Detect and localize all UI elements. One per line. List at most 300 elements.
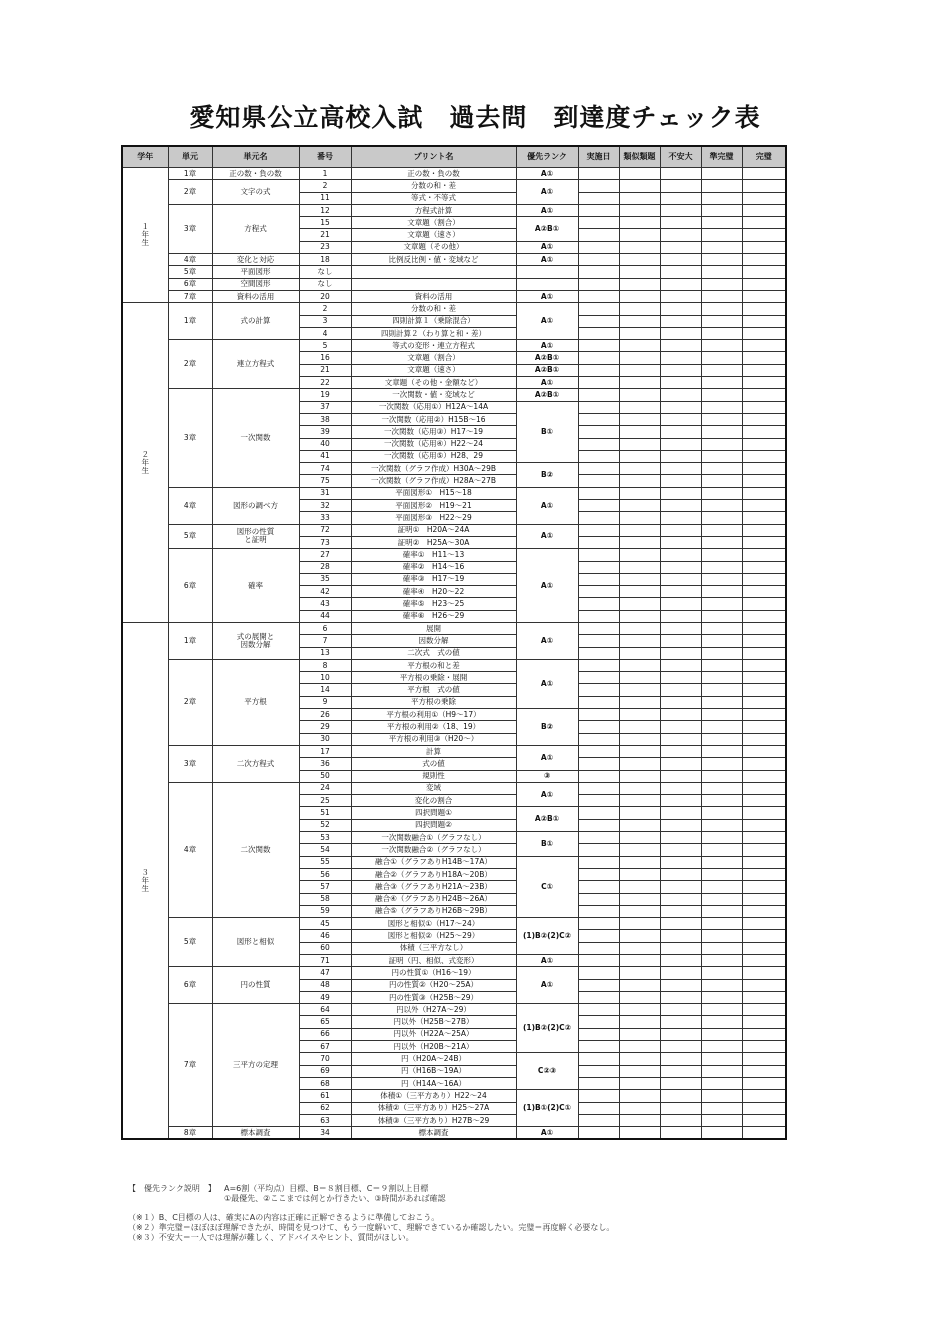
anxious-cell[interactable] — [660, 389, 701, 401]
date-cell[interactable] — [578, 979, 619, 991]
perfect-cell[interactable] — [742, 401, 786, 413]
date-cell[interactable] — [578, 635, 619, 647]
perfect-cell[interactable] — [742, 856, 786, 868]
anxious-cell[interactable] — [660, 709, 701, 721]
perfect-cell[interactable] — [742, 942, 786, 954]
similar-cell[interactable] — [619, 475, 660, 487]
similar-cell[interactable] — [619, 696, 660, 708]
similar-cell[interactable] — [619, 204, 660, 216]
similar-cell[interactable] — [619, 254, 660, 266]
near-perfect-cell[interactable] — [701, 487, 742, 499]
anxious-cell[interactable] — [660, 315, 701, 327]
similar-cell[interactable] — [619, 180, 660, 192]
date-cell[interactable] — [578, 204, 619, 216]
similar-cell[interactable] — [619, 745, 660, 757]
similar-cell[interactable] — [619, 241, 660, 253]
near-perfect-cell[interactable] — [701, 401, 742, 413]
date-cell[interactable] — [578, 696, 619, 708]
similar-cell[interactable] — [619, 881, 660, 893]
similar-cell[interactable] — [619, 1114, 660, 1126]
date-cell[interactable] — [578, 389, 619, 401]
perfect-cell[interactable] — [742, 758, 786, 770]
anxious-cell[interactable] — [660, 647, 701, 659]
near-perfect-cell[interactable] — [701, 278, 742, 290]
perfect-cell[interactable] — [742, 352, 786, 364]
perfect-cell[interactable] — [742, 290, 786, 302]
near-perfect-cell[interactable] — [701, 536, 742, 548]
date-cell[interactable] — [578, 930, 619, 942]
perfect-cell[interactable] — [742, 991, 786, 1003]
near-perfect-cell[interactable] — [701, 918, 742, 930]
anxious-cell[interactable] — [660, 463, 701, 475]
perfect-cell[interactable] — [742, 586, 786, 598]
anxious-cell[interactable] — [660, 512, 701, 524]
date-cell[interactable] — [578, 413, 619, 425]
perfect-cell[interactable] — [742, 217, 786, 229]
similar-cell[interactable] — [619, 844, 660, 856]
similar-cell[interactable] — [619, 1004, 660, 1016]
near-perfect-cell[interactable] — [701, 586, 742, 598]
near-perfect-cell[interactable] — [701, 450, 742, 462]
perfect-cell[interactable] — [742, 536, 786, 548]
anxious-cell[interactable] — [660, 586, 701, 598]
near-perfect-cell[interactable] — [701, 1016, 742, 1028]
anxious-cell[interactable] — [660, 1077, 701, 1089]
near-perfect-cell[interactable] — [701, 192, 742, 204]
similar-cell[interactable] — [619, 1102, 660, 1114]
anxious-cell[interactable] — [660, 856, 701, 868]
anxious-cell[interactable] — [660, 413, 701, 425]
similar-cell[interactable] — [619, 930, 660, 942]
date-cell[interactable] — [578, 967, 619, 979]
perfect-cell[interactable] — [742, 303, 786, 315]
anxious-cell[interactable] — [660, 795, 701, 807]
date-cell[interactable] — [578, 327, 619, 339]
anxious-cell[interactable] — [660, 340, 701, 352]
similar-cell[interactable] — [619, 168, 660, 180]
near-perfect-cell[interactable] — [701, 254, 742, 266]
date-cell[interactable] — [578, 684, 619, 696]
anxious-cell[interactable] — [660, 192, 701, 204]
similar-cell[interactable] — [619, 967, 660, 979]
near-perfect-cell[interactable] — [701, 241, 742, 253]
near-perfect-cell[interactable] — [701, 1090, 742, 1102]
anxious-cell[interactable] — [660, 487, 701, 499]
date-cell[interactable] — [578, 844, 619, 856]
anxious-cell[interactable] — [660, 955, 701, 967]
similar-cell[interactable] — [619, 868, 660, 880]
perfect-cell[interactable] — [742, 180, 786, 192]
anxious-cell[interactable] — [660, 377, 701, 389]
similar-cell[interactable] — [619, 1077, 660, 1089]
perfect-cell[interactable] — [742, 967, 786, 979]
near-perfect-cell[interactable] — [701, 290, 742, 302]
date-cell[interactable] — [578, 1028, 619, 1040]
perfect-cell[interactable] — [742, 770, 786, 782]
near-perfect-cell[interactable] — [701, 647, 742, 659]
anxious-cell[interactable] — [660, 979, 701, 991]
near-perfect-cell[interactable] — [701, 168, 742, 180]
similar-cell[interactable] — [619, 500, 660, 512]
perfect-cell[interactable] — [742, 832, 786, 844]
anxious-cell[interactable] — [660, 450, 701, 462]
date-cell[interactable] — [578, 832, 619, 844]
perfect-cell[interactable] — [742, 1004, 786, 1016]
date-cell[interactable] — [578, 868, 619, 880]
near-perfect-cell[interactable] — [701, 807, 742, 819]
similar-cell[interactable] — [619, 426, 660, 438]
similar-cell[interactable] — [619, 1028, 660, 1040]
perfect-cell[interactable] — [742, 389, 786, 401]
anxious-cell[interactable] — [660, 401, 701, 413]
near-perfect-cell[interactable] — [701, 819, 742, 831]
similar-cell[interactable] — [619, 389, 660, 401]
date-cell[interactable] — [578, 266, 619, 278]
similar-cell[interactable] — [619, 1065, 660, 1077]
near-perfect-cell[interactable] — [701, 1041, 742, 1053]
perfect-cell[interactable] — [742, 377, 786, 389]
perfect-cell[interactable] — [742, 561, 786, 573]
perfect-cell[interactable] — [742, 930, 786, 942]
date-cell[interactable] — [578, 795, 619, 807]
near-perfect-cell[interactable] — [701, 549, 742, 561]
date-cell[interactable] — [578, 782, 619, 794]
anxious-cell[interactable] — [660, 266, 701, 278]
perfect-cell[interactable] — [742, 635, 786, 647]
perfect-cell[interactable] — [742, 229, 786, 241]
similar-cell[interactable] — [619, 758, 660, 770]
date-cell[interactable] — [578, 955, 619, 967]
perfect-cell[interactable] — [742, 807, 786, 819]
perfect-cell[interactable] — [742, 426, 786, 438]
date-cell[interactable] — [578, 1102, 619, 1114]
date-cell[interactable] — [578, 659, 619, 671]
perfect-cell[interactable] — [742, 241, 786, 253]
anxious-cell[interactable] — [660, 610, 701, 622]
near-perfect-cell[interactable] — [701, 893, 742, 905]
similar-cell[interactable] — [619, 315, 660, 327]
near-perfect-cell[interactable] — [701, 844, 742, 856]
anxious-cell[interactable] — [660, 1053, 701, 1065]
similar-cell[interactable] — [619, 401, 660, 413]
anxious-cell[interactable] — [660, 1041, 701, 1053]
near-perfect-cell[interactable] — [701, 905, 742, 917]
perfect-cell[interactable] — [742, 192, 786, 204]
perfect-cell[interactable] — [742, 1065, 786, 1077]
anxious-cell[interactable] — [660, 967, 701, 979]
similar-cell[interactable] — [619, 721, 660, 733]
near-perfect-cell[interactable] — [701, 475, 742, 487]
similar-cell[interactable] — [619, 659, 660, 671]
similar-cell[interactable] — [619, 413, 660, 425]
anxious-cell[interactable] — [660, 426, 701, 438]
perfect-cell[interactable] — [742, 844, 786, 856]
perfect-cell[interactable] — [742, 672, 786, 684]
anxious-cell[interactable] — [660, 733, 701, 745]
perfect-cell[interactable] — [742, 659, 786, 671]
anxious-cell[interactable] — [660, 758, 701, 770]
anxious-cell[interactable] — [660, 868, 701, 880]
near-perfect-cell[interactable] — [701, 881, 742, 893]
date-cell[interactable] — [578, 512, 619, 524]
perfect-cell[interactable] — [742, 254, 786, 266]
near-perfect-cell[interactable] — [701, 463, 742, 475]
anxious-cell[interactable] — [660, 696, 701, 708]
date-cell[interactable] — [578, 856, 619, 868]
near-perfect-cell[interactable] — [701, 991, 742, 1003]
near-perfect-cell[interactable] — [701, 561, 742, 573]
date-cell[interactable] — [578, 942, 619, 954]
near-perfect-cell[interactable] — [701, 266, 742, 278]
anxious-cell[interactable] — [660, 1065, 701, 1077]
anxious-cell[interactable] — [660, 635, 701, 647]
perfect-cell[interactable] — [742, 1102, 786, 1114]
anxious-cell[interactable] — [660, 844, 701, 856]
anxious-cell[interactable] — [660, 549, 701, 561]
perfect-cell[interactable] — [742, 709, 786, 721]
similar-cell[interactable] — [619, 856, 660, 868]
similar-cell[interactable] — [619, 450, 660, 462]
date-cell[interactable] — [578, 229, 619, 241]
anxious-cell[interactable] — [660, 229, 701, 241]
similar-cell[interactable] — [619, 733, 660, 745]
date-cell[interactable] — [578, 918, 619, 930]
near-perfect-cell[interactable] — [701, 352, 742, 364]
date-cell[interactable] — [578, 192, 619, 204]
date-cell[interactable] — [578, 315, 619, 327]
anxious-cell[interactable] — [660, 290, 701, 302]
similar-cell[interactable] — [619, 610, 660, 622]
anxious-cell[interactable] — [660, 352, 701, 364]
date-cell[interactable] — [578, 536, 619, 548]
perfect-cell[interactable] — [742, 512, 786, 524]
perfect-cell[interactable] — [742, 364, 786, 376]
similar-cell[interactable] — [619, 377, 660, 389]
anxious-cell[interactable] — [660, 524, 701, 536]
near-perfect-cell[interactable] — [701, 1102, 742, 1114]
date-cell[interactable] — [578, 1065, 619, 1077]
similar-cell[interactable] — [619, 1053, 660, 1065]
perfect-cell[interactable] — [742, 1041, 786, 1053]
similar-cell[interactable] — [619, 622, 660, 634]
anxious-cell[interactable] — [660, 217, 701, 229]
perfect-cell[interactable] — [742, 955, 786, 967]
near-perfect-cell[interactable] — [701, 413, 742, 425]
similar-cell[interactable] — [619, 192, 660, 204]
date-cell[interactable] — [578, 573, 619, 585]
near-perfect-cell[interactable] — [701, 1127, 742, 1140]
similar-cell[interactable] — [619, 832, 660, 844]
perfect-cell[interactable] — [742, 721, 786, 733]
near-perfect-cell[interactable] — [701, 610, 742, 622]
similar-cell[interactable] — [619, 635, 660, 647]
anxious-cell[interactable] — [660, 180, 701, 192]
perfect-cell[interactable] — [742, 278, 786, 290]
perfect-cell[interactable] — [742, 1114, 786, 1126]
similar-cell[interactable] — [619, 266, 660, 278]
perfect-cell[interactable] — [742, 610, 786, 622]
date-cell[interactable] — [578, 426, 619, 438]
similar-cell[interactable] — [619, 942, 660, 954]
similar-cell[interactable] — [619, 290, 660, 302]
near-perfect-cell[interactable] — [701, 795, 742, 807]
perfect-cell[interactable] — [742, 881, 786, 893]
near-perfect-cell[interactable] — [701, 512, 742, 524]
date-cell[interactable] — [578, 340, 619, 352]
near-perfect-cell[interactable] — [701, 659, 742, 671]
similar-cell[interactable] — [619, 549, 660, 561]
date-cell[interactable] — [578, 881, 619, 893]
near-perfect-cell[interactable] — [701, 979, 742, 991]
anxious-cell[interactable] — [660, 327, 701, 339]
similar-cell[interactable] — [619, 955, 660, 967]
similar-cell[interactable] — [619, 807, 660, 819]
similar-cell[interactable] — [619, 1041, 660, 1053]
near-perfect-cell[interactable] — [701, 204, 742, 216]
anxious-cell[interactable] — [660, 770, 701, 782]
anxious-cell[interactable] — [660, 241, 701, 253]
similar-cell[interactable] — [619, 352, 660, 364]
similar-cell[interactable] — [619, 819, 660, 831]
anxious-cell[interactable] — [660, 1004, 701, 1016]
near-perfect-cell[interactable] — [701, 389, 742, 401]
similar-cell[interactable] — [619, 573, 660, 585]
perfect-cell[interactable] — [742, 1016, 786, 1028]
near-perfect-cell[interactable] — [701, 1114, 742, 1126]
anxious-cell[interactable] — [660, 364, 701, 376]
date-cell[interactable] — [578, 721, 619, 733]
perfect-cell[interactable] — [742, 524, 786, 536]
date-cell[interactable] — [578, 549, 619, 561]
anxious-cell[interactable] — [660, 881, 701, 893]
similar-cell[interactable] — [619, 782, 660, 794]
date-cell[interactable] — [578, 561, 619, 573]
anxious-cell[interactable] — [660, 659, 701, 671]
date-cell[interactable] — [578, 1053, 619, 1065]
perfect-cell[interactable] — [742, 622, 786, 634]
perfect-cell[interactable] — [742, 500, 786, 512]
date-cell[interactable] — [578, 598, 619, 610]
date-cell[interactable] — [578, 745, 619, 757]
date-cell[interactable] — [578, 991, 619, 1003]
similar-cell[interactable] — [619, 438, 660, 450]
date-cell[interactable] — [578, 1077, 619, 1089]
perfect-cell[interactable] — [742, 745, 786, 757]
perfect-cell[interactable] — [742, 549, 786, 561]
date-cell[interactable] — [578, 377, 619, 389]
anxious-cell[interactable] — [660, 745, 701, 757]
anxious-cell[interactable] — [660, 536, 701, 548]
date-cell[interactable] — [578, 364, 619, 376]
perfect-cell[interactable] — [742, 1127, 786, 1140]
near-perfect-cell[interactable] — [701, 1028, 742, 1040]
similar-cell[interactable] — [619, 586, 660, 598]
date-cell[interactable] — [578, 672, 619, 684]
perfect-cell[interactable] — [742, 733, 786, 745]
perfect-cell[interactable] — [742, 696, 786, 708]
date-cell[interactable] — [578, 709, 619, 721]
similar-cell[interactable] — [619, 1016, 660, 1028]
similar-cell[interactable] — [619, 561, 660, 573]
near-perfect-cell[interactable] — [701, 770, 742, 782]
anxious-cell[interactable] — [660, 303, 701, 315]
perfect-cell[interactable] — [742, 266, 786, 278]
date-cell[interactable] — [578, 487, 619, 499]
date-cell[interactable] — [578, 807, 619, 819]
perfect-cell[interactable] — [742, 168, 786, 180]
similar-cell[interactable] — [619, 229, 660, 241]
date-cell[interactable] — [578, 819, 619, 831]
near-perfect-cell[interactable] — [701, 426, 742, 438]
perfect-cell[interactable] — [742, 487, 786, 499]
anxious-cell[interactable] — [660, 500, 701, 512]
anxious-cell[interactable] — [660, 475, 701, 487]
date-cell[interactable] — [578, 622, 619, 634]
date-cell[interactable] — [578, 475, 619, 487]
anxious-cell[interactable] — [660, 561, 701, 573]
similar-cell[interactable] — [619, 991, 660, 1003]
perfect-cell[interactable] — [742, 475, 786, 487]
perfect-cell[interactable] — [742, 684, 786, 696]
near-perfect-cell[interactable] — [701, 684, 742, 696]
date-cell[interactable] — [578, 438, 619, 450]
anxious-cell[interactable] — [660, 672, 701, 684]
date-cell[interactable] — [578, 647, 619, 659]
similar-cell[interactable] — [619, 278, 660, 290]
perfect-cell[interactable] — [742, 893, 786, 905]
perfect-cell[interactable] — [742, 905, 786, 917]
date-cell[interactable] — [578, 733, 619, 745]
perfect-cell[interactable] — [742, 598, 786, 610]
anxious-cell[interactable] — [660, 622, 701, 634]
near-perfect-cell[interactable] — [701, 217, 742, 229]
near-perfect-cell[interactable] — [701, 573, 742, 585]
similar-cell[interactable] — [619, 487, 660, 499]
near-perfect-cell[interactable] — [701, 745, 742, 757]
near-perfect-cell[interactable] — [701, 1065, 742, 1077]
anxious-cell[interactable] — [660, 573, 701, 585]
date-cell[interactable] — [578, 893, 619, 905]
similar-cell[interactable] — [619, 524, 660, 536]
near-perfect-cell[interactable] — [701, 967, 742, 979]
similar-cell[interactable] — [619, 598, 660, 610]
date-cell[interactable] — [578, 1016, 619, 1028]
near-perfect-cell[interactable] — [701, 696, 742, 708]
perfect-cell[interactable] — [742, 795, 786, 807]
anxious-cell[interactable] — [660, 832, 701, 844]
anxious-cell[interactable] — [660, 1102, 701, 1114]
similar-cell[interactable] — [619, 536, 660, 548]
anxious-cell[interactable] — [660, 204, 701, 216]
date-cell[interactable] — [578, 168, 619, 180]
near-perfect-cell[interactable] — [701, 782, 742, 794]
date-cell[interactable] — [578, 905, 619, 917]
similar-cell[interactable] — [619, 512, 660, 524]
anxious-cell[interactable] — [660, 918, 701, 930]
anxious-cell[interactable] — [660, 1028, 701, 1040]
perfect-cell[interactable] — [742, 438, 786, 450]
date-cell[interactable] — [578, 254, 619, 266]
near-perfect-cell[interactable] — [701, 672, 742, 684]
perfect-cell[interactable] — [742, 413, 786, 425]
perfect-cell[interactable] — [742, 463, 786, 475]
similar-cell[interactable] — [619, 463, 660, 475]
similar-cell[interactable] — [619, 979, 660, 991]
similar-cell[interactable] — [619, 217, 660, 229]
near-perfect-cell[interactable] — [701, 500, 742, 512]
anxious-cell[interactable] — [660, 1127, 701, 1140]
date-cell[interactable] — [578, 500, 619, 512]
